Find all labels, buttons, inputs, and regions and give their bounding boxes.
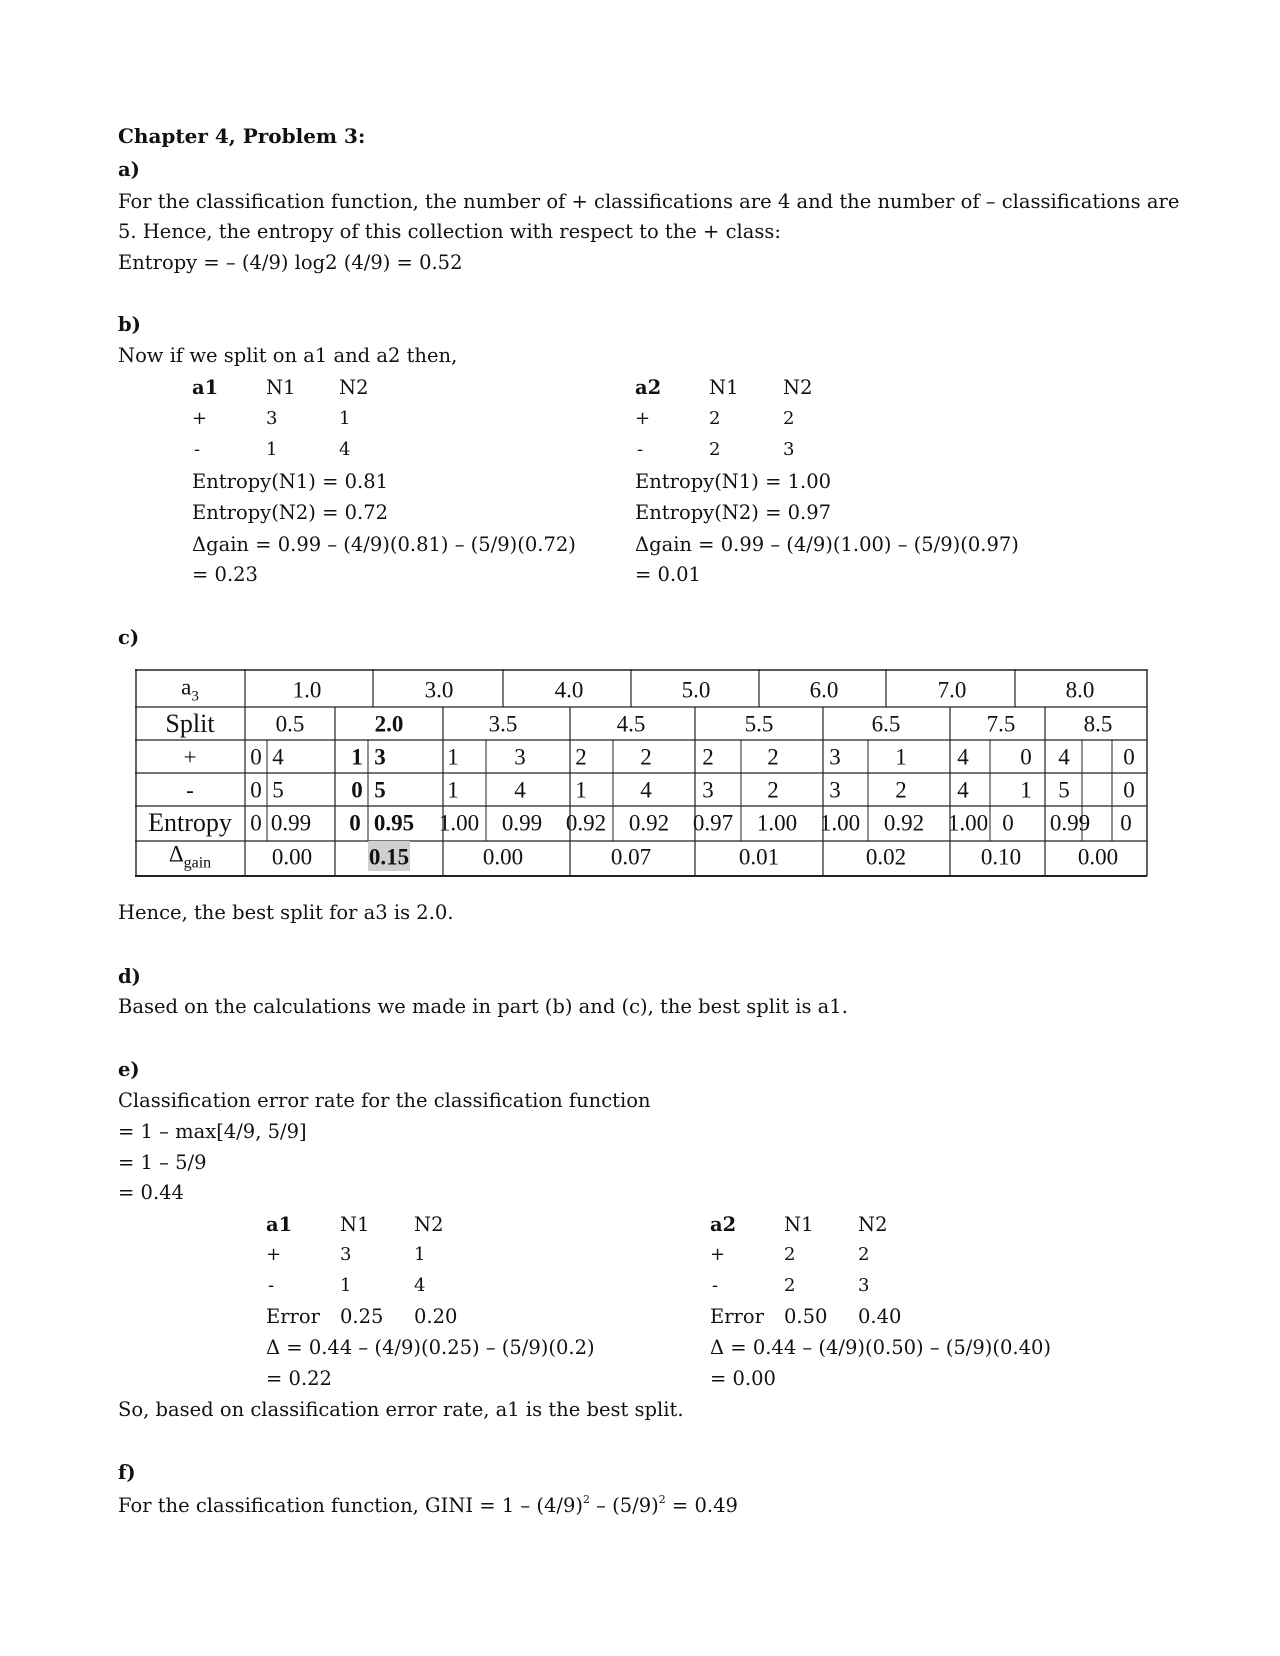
part-f-label: f) bbox=[118, 1461, 136, 1484]
entropy-le: 0.97 bbox=[692, 810, 734, 836]
split-value: 8.5 bbox=[1083, 711, 1113, 737]
a3-value: 6.0 bbox=[809, 677, 839, 703]
a3-value: 4.0 bbox=[554, 677, 584, 703]
e-a1-delta-result: = 0.22 bbox=[266, 1367, 332, 1390]
part-b-label: b) bbox=[118, 313, 141, 336]
plus-le: 4 bbox=[957, 744, 969, 770]
b-a2-gain-formula: Δgain = 0.99 – (4/9)(1.00) – (5/9)(0.97) bbox=[635, 533, 1019, 556]
a3-value: 1.0 bbox=[292, 677, 322, 703]
entropy-le: 0.92 bbox=[565, 810, 607, 836]
b-a1-row-minus-n2: 4 bbox=[339, 439, 351, 460]
gain-value: 0.00 bbox=[271, 844, 313, 870]
b-a1-row-plus-n2: 1 bbox=[339, 408, 351, 429]
gain-value: 0.07 bbox=[610, 844, 652, 870]
part-b-intro: Now if we split on a1 and a2 then, bbox=[118, 344, 458, 367]
part-c-conclusion: Hence, the best split for a3 is 2.0. bbox=[118, 901, 454, 924]
part-c-label: c) bbox=[118, 626, 140, 649]
entropy-le: 1.00 bbox=[947, 810, 989, 836]
minus-gt: 4 bbox=[514, 777, 526, 803]
b-a2-name: a2 bbox=[635, 376, 662, 399]
e-a1-error-label: Error bbox=[266, 1305, 320, 1328]
page-title: Chapter 4, Problem 3: bbox=[118, 124, 366, 148]
gain-value: 0.00 bbox=[482, 844, 524, 870]
b-a2-gain-result: = 0.01 bbox=[635, 563, 701, 586]
entropy-gt: 0.99 bbox=[501, 810, 543, 836]
split-value: 0.5 bbox=[275, 711, 305, 737]
e-a2-name: a2 bbox=[710, 1213, 737, 1236]
b-a2-row-plus-n1: 2 bbox=[709, 408, 721, 429]
minus-gt: 4 bbox=[640, 777, 652, 803]
e-a2-row-plus-n1: 2 bbox=[784, 1244, 796, 1265]
a3-value: 8.0 bbox=[1065, 677, 1095, 703]
entropy-le: 0.99 bbox=[1049, 810, 1091, 836]
plus-gt: 1 bbox=[895, 744, 907, 770]
b-a1-name: a1 bbox=[192, 376, 219, 399]
plus-le: 1 bbox=[447, 744, 459, 770]
b-a2-row-plus-label: + bbox=[635, 408, 651, 429]
split-value: 3.5 bbox=[488, 711, 518, 737]
entropy-gt: 0.92 bbox=[883, 810, 925, 836]
entropy-gt: 0.92 bbox=[628, 810, 670, 836]
plus-le: 3 bbox=[829, 744, 841, 770]
a3-value: 7.0 bbox=[937, 677, 967, 703]
plus-gt: 0 bbox=[1123, 744, 1135, 770]
e-a2-error-label: Error bbox=[710, 1305, 764, 1328]
b-a2-row-minus-label: - bbox=[637, 439, 644, 460]
minus-le: 1 bbox=[575, 777, 587, 803]
plus-row-label: + bbox=[183, 744, 197, 770]
entropy-le: 0 bbox=[250, 810, 262, 836]
a3-row-label: $a_3$ bbox=[181, 674, 199, 705]
b-a2-row-minus-n1: 2 bbox=[709, 439, 721, 460]
e-a1-header-n2: N2 bbox=[414, 1213, 444, 1236]
split-row-label: Split bbox=[165, 709, 215, 738]
b-a1-gain-result: = 0.23 bbox=[192, 563, 258, 586]
e-a1-row-minus-n1: 1 bbox=[340, 1275, 352, 1296]
part-a-label: a) bbox=[118, 158, 140, 181]
minus-le: 0 bbox=[250, 777, 262, 803]
split-value: 4.5 bbox=[616, 711, 646, 737]
entropy-gt: 0 bbox=[1002, 810, 1014, 836]
part-e-step-2: = 1 – 5/9 bbox=[118, 1151, 207, 1174]
e-a2-header-n2: N2 bbox=[858, 1213, 888, 1236]
e-a2-row-minus-label: - bbox=[712, 1275, 719, 1296]
part-e-label: e) bbox=[118, 1058, 140, 1081]
split-value-best: 2.0 bbox=[374, 711, 404, 737]
b-a2-entropy-n2: Entropy(N2) = 0.97 bbox=[635, 501, 832, 524]
e-a1-row-plus-n1: 3 bbox=[340, 1244, 352, 1265]
split-table bbox=[135, 669, 1148, 877]
split-value: 5.5 bbox=[744, 711, 774, 737]
part-a-line-1: For the classification function, the number of + classifications are 4 and the number of – classifications are bbox=[118, 190, 1180, 213]
entropy-le: 1.00 bbox=[819, 810, 861, 836]
minus-gt: 0 bbox=[1123, 777, 1135, 803]
split-value: 6.5 bbox=[871, 711, 901, 737]
a3-value: 5.0 bbox=[681, 677, 711, 703]
b-a2-header-n1: N1 bbox=[709, 376, 739, 399]
plus-gt: 2 bbox=[640, 744, 652, 770]
e-a2-row-minus-n1: 2 bbox=[784, 1275, 796, 1296]
gain-value-best: 0.15 bbox=[368, 844, 410, 870]
b-a1-entropy-n2: Entropy(N2) = 0.72 bbox=[192, 501, 389, 524]
plus-gt: 3 bbox=[374, 744, 386, 770]
part-d-label: d) bbox=[118, 965, 141, 988]
e-a1-row-plus-n2: 1 bbox=[414, 1244, 426, 1265]
gain-row-label: $\Delta_{gain}$ bbox=[168, 841, 212, 872]
part-f-gini: For the classification function, GINI = $1 - (4/9)^2 - (5/9)^2 = 0.49$ bbox=[118, 1493, 738, 1517]
plus-gt: 4 bbox=[272, 744, 284, 770]
part-e-step-3: = 0.44 bbox=[118, 1181, 184, 1204]
e-a1-row-minus-label: - bbox=[268, 1275, 275, 1296]
entropy-le: 1.00 bbox=[438, 810, 480, 836]
e-a2-header-n1: N1 bbox=[784, 1213, 814, 1236]
entropy-gt: 0.99 bbox=[270, 810, 312, 836]
part-e-step-1: = 1 – max[4/9, 5/9] bbox=[118, 1120, 307, 1143]
minus-le: 3 bbox=[702, 777, 714, 803]
gain-value: 0.10 bbox=[980, 844, 1022, 870]
b-a2-entropy-n1: Entropy(N1) = 1.00 bbox=[635, 470, 832, 493]
e-a2-row-minus-n2: 3 bbox=[858, 1275, 870, 1296]
b-a2-row-minus-n2: 3 bbox=[783, 439, 795, 460]
b-a1-entropy-n1: Entropy(N1) = 0.81 bbox=[192, 470, 389, 493]
e-a2-delta-result: = 0.00 bbox=[710, 1367, 776, 1390]
e-a1-error-n1: 0.25 bbox=[340, 1305, 384, 1328]
plus-gt: 3 bbox=[514, 744, 526, 770]
minus-le: 4 bbox=[957, 777, 969, 803]
part-a-line-2: 5. Hence, the entropy of this collection with respect to the + class: bbox=[118, 220, 781, 243]
part-e-intro: Classification error rate for the classification function bbox=[118, 1089, 651, 1112]
b-a1-row-plus-n1: 3 bbox=[266, 408, 278, 429]
plus-le: 1 bbox=[351, 744, 363, 770]
minus-gt: 2 bbox=[767, 777, 779, 803]
entropy-row-label: Entropy bbox=[148, 808, 232, 837]
b-a1-header-n2: N2 bbox=[339, 376, 369, 399]
plus-gt: 0 bbox=[1020, 744, 1032, 770]
e-a1-delta-formula: Δ = 0.44 – (4/9)(0.25) – (5/9)(0.2) bbox=[266, 1336, 595, 1359]
part-e-conclusion: So, based on classification error rate, a1 is the best split. bbox=[118, 1398, 684, 1421]
plus-le: 2 bbox=[702, 744, 714, 770]
entropy-gt: 0.95 bbox=[373, 810, 415, 836]
split-value: 7.5 bbox=[986, 711, 1016, 737]
e-a1-name: a1 bbox=[266, 1213, 293, 1236]
minus-le: 5 bbox=[1058, 777, 1070, 803]
plus-gt: 2 bbox=[767, 744, 779, 770]
gain-value: 0.02 bbox=[865, 844, 907, 870]
entropy-gt: 0 bbox=[1120, 810, 1132, 836]
minus-le: 3 bbox=[829, 777, 841, 803]
e-a1-header-n1: N1 bbox=[340, 1213, 370, 1236]
b-a1-row-minus-label: - bbox=[194, 439, 201, 460]
a3-value: 3.0 bbox=[424, 677, 454, 703]
part-a-line-3: Entropy = – (4/9) log2 (4/9) = 0.52 bbox=[118, 251, 463, 274]
b-a1-header-n1: N1 bbox=[266, 376, 296, 399]
b-a1-row-minus-n1: 1 bbox=[266, 439, 278, 460]
entropy-gt: 1.00 bbox=[756, 810, 798, 836]
e-a2-row-plus-label: + bbox=[710, 1244, 726, 1265]
e-a1-row-plus-label: + bbox=[266, 1244, 282, 1265]
plus-le: 0 bbox=[250, 744, 262, 770]
gain-value: 0.00 bbox=[1077, 844, 1119, 870]
plus-le: 2 bbox=[575, 744, 587, 770]
entropy-le: 0 bbox=[349, 810, 361, 836]
minus-gt: 5 bbox=[272, 777, 284, 803]
b-a2-row-plus-n2: 2 bbox=[783, 408, 795, 429]
e-a2-delta-formula: Δ = 0.44 – (4/9)(0.50) – (5/9)(0.40) bbox=[710, 1336, 1051, 1359]
e-a1-error-n2: 0.20 bbox=[414, 1305, 458, 1328]
minus-row-label: - bbox=[186, 777, 194, 803]
plus-le: 4 bbox=[1058, 744, 1070, 770]
e-a2-error-n1: 0.50 bbox=[784, 1305, 828, 1328]
part-d-text: Based on the calculations we made in part (b) and (c), the best split is a1. bbox=[118, 995, 848, 1018]
b-a1-row-plus-label: + bbox=[192, 408, 208, 429]
gain-value: 0.01 bbox=[738, 844, 780, 870]
b-a2-header-n2: N2 bbox=[783, 376, 813, 399]
minus-le: 1 bbox=[447, 777, 459, 803]
e-a2-row-plus-n2: 2 bbox=[858, 1244, 870, 1265]
minus-gt: 1 bbox=[1020, 777, 1032, 803]
e-a1-row-minus-n2: 4 bbox=[414, 1275, 426, 1296]
minus-gt: 5 bbox=[374, 777, 386, 803]
b-a1-gain-formula: Δgain = 0.99 – (4/9)(0.81) – (5/9)(0.72) bbox=[192, 533, 576, 556]
minus-gt: 2 bbox=[895, 777, 907, 803]
e-a2-error-n2: 0.40 bbox=[858, 1305, 902, 1328]
minus-le: 0 bbox=[351, 777, 363, 803]
